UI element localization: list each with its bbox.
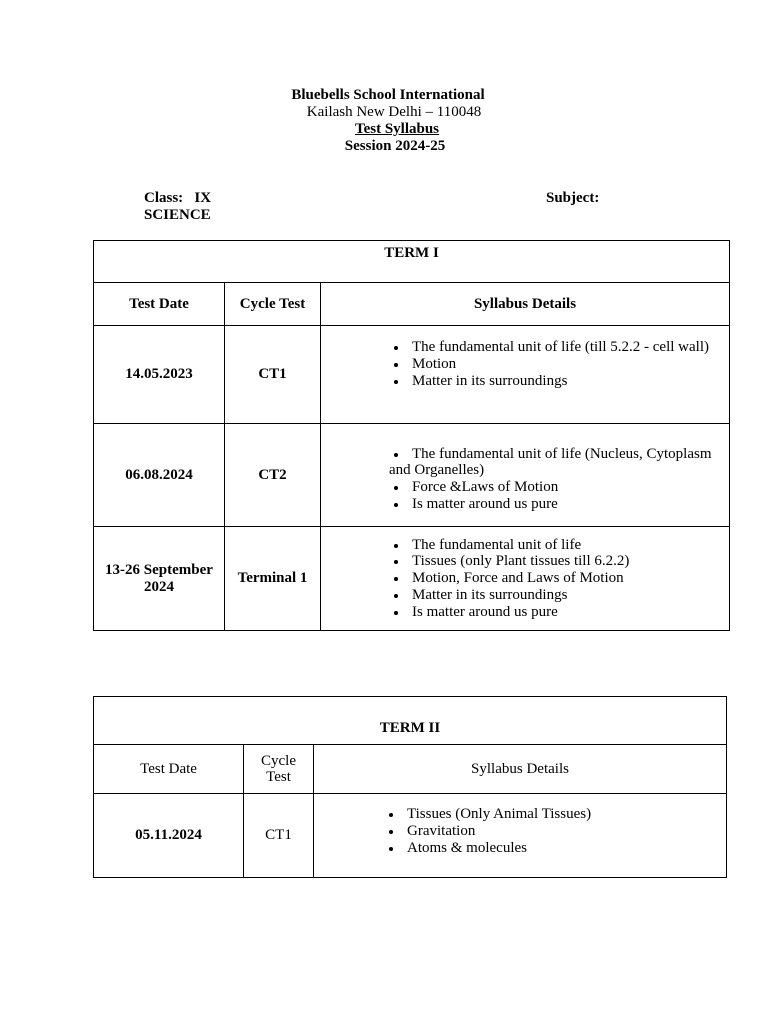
list-item-text: The fundamental unit of life (Nucleus, Cytoplasm [412, 445, 712, 462]
column-header-test-date: Test Date [94, 283, 225, 326]
school-address: Kailash New Delhi – 110048 [306, 104, 482, 120]
column-header-syllabus-details: Syllabus Details [321, 283, 730, 326]
syllabus-list [389, 446, 729, 463]
list-item-continuation: and Organelles) [389, 462, 485, 479]
term2-header-row [94, 745, 727, 794]
syllabus-list [389, 479, 729, 512]
column-header-test-date: Test Date [94, 745, 244, 794]
syllabus-details [321, 527, 730, 631]
syllabus-list [384, 806, 726, 856]
test-date-line: 13-26 September [105, 561, 213, 578]
column-header-cycle-test [244, 745, 314, 794]
table-row [94, 326, 730, 424]
list-item: Tissues (only Plant tissues till 6.2.2) [389, 553, 729, 570]
list-item: Motion [389, 356, 729, 373]
school-name: Bluebells School International [291, 87, 485, 103]
session-label: Session 2024-25 [344, 138, 446, 154]
subject-value: SCIENCE [144, 207, 211, 223]
syllabus-details [314, 794, 727, 878]
table-row [94, 424, 730, 527]
table-row [94, 527, 730, 631]
document-title: Test Syllabus [354, 121, 440, 137]
list-item: Matter in its surroundings [389, 587, 729, 604]
list-item: Atoms & molecules [384, 840, 726, 857]
column-header-cycle-test: Cycle Test [225, 283, 321, 326]
list-item: Motion, Force and Laws of Motion [389, 570, 729, 587]
test-date [94, 527, 225, 631]
term1-title: TERM I [94, 241, 730, 283]
cycle-test: CT2 [225, 424, 321, 527]
list-item: Force &Laws of Motion [389, 479, 729, 496]
column-header-line: Cycle [261, 753, 296, 769]
list-item: Matter in its surroundings [389, 373, 729, 390]
term2-table [93, 696, 727, 878]
cycle-test: CT1 [225, 326, 321, 424]
cycle-test: CT1 [244, 794, 314, 878]
list-item: Is matter around us pure [389, 604, 729, 621]
syllabus-list [389, 339, 729, 389]
syllabus-details [321, 424, 730, 527]
list-item: The fundamental unit of life (till 5.2.2 - cell wall) [389, 339, 729, 356]
test-date: 06.08.2024 [94, 424, 225, 527]
subject-label: Subject: [546, 190, 600, 206]
column-header-syllabus-details: Syllabus Details [314, 745, 727, 794]
table-row [94, 794, 727, 878]
class-label: Class: IX [144, 190, 212, 206]
test-date: 14.05.2023 [94, 326, 225, 424]
cycle-test: Terminal 1 [225, 527, 321, 631]
list-item [389, 446, 729, 463]
test-date: 05.11.2024 [94, 794, 244, 878]
term1-table [93, 240, 730, 631]
test-date-line: 2024 [144, 578, 174, 595]
syllabus-list [389, 537, 729, 621]
list-item: Is matter around us pure [389, 496, 729, 513]
term1-title-row [94, 241, 730, 283]
column-header-line: Test [266, 769, 291, 785]
list-item: Gravitation [384, 823, 726, 840]
term2-title-row [94, 697, 727, 745]
term2-title: TERM II [94, 697, 727, 745]
list-item: The fundamental unit of life [389, 537, 729, 554]
syllabus-details [321, 326, 730, 424]
list-item: Tissues (Only Animal Tissues) [384, 806, 726, 823]
term1-header-row [94, 283, 730, 326]
